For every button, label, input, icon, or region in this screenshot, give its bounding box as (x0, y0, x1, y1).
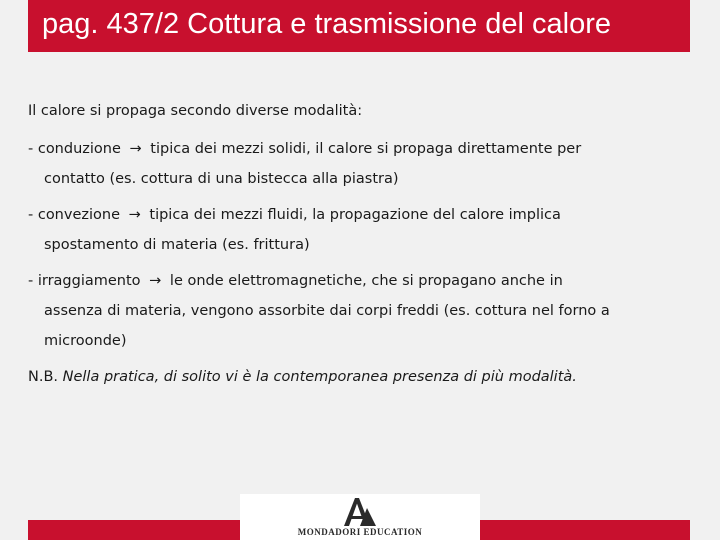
arrow-icon: → (128, 207, 141, 223)
arrow-icon: → (129, 141, 142, 157)
logo-text: MONDADORI EDUCATION (297, 527, 423, 537)
bullet-irraggiamento (28, 266, 698, 356)
bullet-dash: - (28, 207, 34, 223)
publisher-logo (240, 494, 480, 540)
bullet-conduzione (28, 134, 698, 194)
intro-text: Il calore si propaga secondo diverse modalità: (28, 103, 363, 119)
term-convezione: convezione (37, 207, 121, 223)
note-prefix: N.B. (28, 369, 59, 385)
bullet-text-line2: contatto (es. cottura di una bistecca alla piastra) (44, 171, 399, 187)
arrow-icon: → (149, 273, 162, 289)
page-title: pag. 437/2 Cottura e trasmissione del calore (42, 8, 612, 40)
note-body: Nella pratica, di solito vi è la contemporanea presenza di più modalità. (62, 369, 577, 385)
slide-content (28, 96, 698, 392)
term-irraggiamento: irraggiamento (37, 273, 141, 289)
note (28, 362, 698, 392)
bullet-text-line3: microonde) (44, 333, 127, 349)
term-conduzione: conduzione (37, 141, 121, 157)
bullet-text-line1: tipica dei mezzi solidi, il calore si propaga direttamente per (150, 141, 582, 157)
bullet-text-line2: assenza di materia, vengono assorbite dai corpi freddi (es. cottura nel forno a (44, 303, 610, 319)
mondadori-logo-icon (340, 496, 380, 528)
bullet-text-line1: le onde elettromagnetiche, che si propagano anche in (169, 273, 563, 289)
title-bar (28, 0, 690, 52)
bullet-dash: - (28, 273, 34, 289)
bullet-dash: - (28, 141, 34, 157)
bullet-convezione (28, 200, 698, 260)
bullet-text-line2: spostamento di materia (es. frittura) (44, 237, 310, 253)
bullet-text-line1: tipica dei mezzi fluidi, la propagazione del calore implica (149, 207, 561, 223)
